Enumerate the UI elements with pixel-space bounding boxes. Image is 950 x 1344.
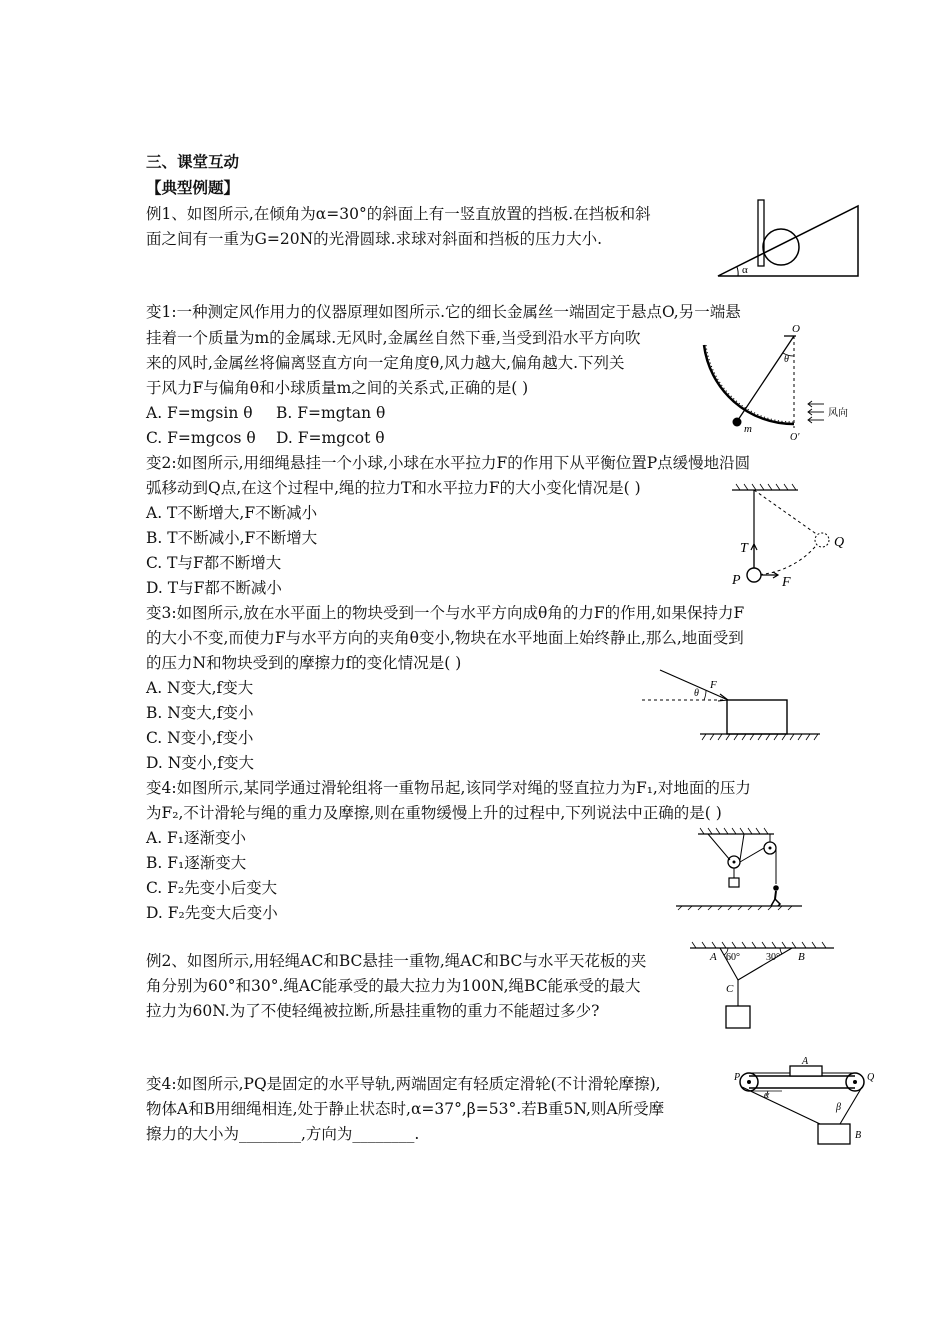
var3-option-b: B. N变大,f变小 <box>146 704 254 722</box>
var4b-q-label: Q <box>867 1072 875 1083</box>
var4a-line-2: 为F₂,不计滑轮与绳的重力及摩擦,则在重物缓慢上升的过程中,下列说法中正确的是( ) <box>146 804 722 822</box>
var2-pendulum-figure <box>728 482 858 590</box>
ex2-b-label: B <box>798 951 805 963</box>
var1-line-3: 来的风时,金属丝将偏离竖直方向一定角度θ,风力越大,偏角越大.下列关 <box>146 354 625 372</box>
ex1-incline-figure <box>712 196 862 280</box>
ex2-line-3: 拉力为60N.为了不使轻绳被拉断,所悬挂重物的重力不能超过多少? <box>146 1002 600 1020</box>
section-title: 三、课堂互动 <box>146 152 240 171</box>
ex2-c-label: C <box>726 983 734 995</box>
var4b-rail-figure <box>728 1052 878 1148</box>
var4a-pulley-figure <box>674 826 804 910</box>
var4b-line-1: 变4:如图所示,PQ是固定的水平导轨,两端固定有轻质定滑轮(不计滑轮摩擦), <box>146 1075 661 1093</box>
var3-theta-label: θ <box>694 688 699 699</box>
ex2-a-label: A <box>710 951 717 963</box>
var1-line-2: 挂着一个质量为m的金属球.无风时,金属丝自然下垂,当受到沿水平方向吹 <box>146 329 641 347</box>
var2-q-label: Q <box>834 535 845 550</box>
var3-f-label: F <box>710 679 717 691</box>
var4a-option-b: B. F₁逐渐变大 <box>146 854 247 872</box>
var3-option-c: C. N变小,f变小 <box>146 729 254 747</box>
ex1-line-2: 面之间有一重为G=20N的光滑圆球.求球对斜面和挡板的压力大小. <box>146 230 603 248</box>
var1-o-prime-label: O' <box>790 432 800 443</box>
ex2-line-1: 例2、如图所示,用轻绳AC和BC悬挂一重物,绳AC和BC与水平天花板的夹 <box>146 952 647 970</box>
var2-line-1: 变2:如图所示,用细绳悬挂一个小球,小球在水平拉力F的作用下从平衡位置P点缓慢地沿圆 <box>146 454 751 472</box>
ex1-line-1: 例1、如图所示,在倾角为α=30°的斜面上有一竖直放置的挡板.在挡板和斜 <box>146 205 651 223</box>
var3-option-a: A. N变大,f变大 <box>146 679 254 697</box>
var1-o-label: O <box>792 323 800 335</box>
var1-option-a: A. F=mgsin θ <box>146 404 253 422</box>
var2-option-b: B. T不断减小,F不断增大 <box>146 529 318 547</box>
var2-p-label: P <box>732 573 741 588</box>
var4b-b-label: B <box>855 1130 862 1141</box>
var4b-beta-label: β <box>836 1102 841 1113</box>
var3-block-figure <box>640 664 822 744</box>
var2-option-d: D. T与F都不断减小 <box>146 579 282 597</box>
var2-option-c: C. T与F都不断增大 <box>146 554 282 572</box>
var1-theta-label: θ <box>784 354 789 365</box>
var1-m-label: m <box>744 423 752 435</box>
var3-line-3: 的压力N和物块受到的摩擦力f的变化情况是( ) <box>146 654 462 672</box>
var4b-alpha-label: α <box>764 1090 770 1101</box>
var4a-option-d: D. F₂先变大后变小 <box>146 904 278 922</box>
ex1-alpha-label: α <box>742 264 748 276</box>
var4a-option-a: A. F₁逐渐变小 <box>146 829 247 847</box>
var4a-option-c: C. F₂先变小后变大 <box>146 879 278 897</box>
var1-line-4: 于风力F与偏角θ和小球质量m之间的关系式,正确的是( ) <box>146 379 529 397</box>
var1-option-b: B. F=mgtan θ <box>276 404 386 422</box>
var4b-a-label: A <box>802 1056 809 1067</box>
var3-option-d: D. N变小,f变大 <box>146 754 254 772</box>
var4b-line-3: 擦力的大小为________,方向为________. <box>146 1125 420 1143</box>
var1-wind-gauge-figure <box>696 320 866 446</box>
var1-option-c: C. F=mgcos θ <box>146 429 256 447</box>
var2-line-2: 弧移动到Q点,在这个过程中,绳的拉力T和水平拉力F的大小变化情况是( ) <box>146 479 641 497</box>
var4b-p-label: P <box>734 1072 741 1083</box>
var1-line-1: 变1:一种测定风作用力的仪器原理如图所示.它的细长金属丝一端固定于悬点O,另一端悬 <box>146 303 741 321</box>
var3-line-1: 变3:如图所示,放在水平面上的物块受到一个与水平方向成θ角的力F的作用,如果保持力F <box>146 604 745 622</box>
var2-f-label: F <box>782 575 791 590</box>
var4b-line-2: 物体A和B用细绳相连,处于静止状态时,α=37°,β=53°.若B重5N,则A所受摩 <box>146 1100 665 1118</box>
var2-option-a: A. T不断增大,F不断减小 <box>146 504 318 522</box>
ex2-hanging-weight-figure <box>688 940 838 1034</box>
ex2-line-2: 角分别为60°和30°.绳AC能承受的最大拉力为100N,绳BC能承受的最大 <box>146 977 641 995</box>
var2-t-label: T <box>740 541 748 556</box>
var4a-line-1: 变4:如图所示,某同学通过滑轮组将一重物吊起,该同学对绳的竖直拉力为F₁,对地面的压力 <box>146 779 751 797</box>
ex2-angle-b-label: 30° <box>766 952 780 963</box>
var3-line-2: 的大小不变,而使力F与水平方向的夹角θ变小,物块在水平地面上始终静止,那么,地面受到 <box>146 629 744 647</box>
subsection-title: 【典型例题】 <box>146 178 240 197</box>
var1-option-d: D. F=mgcot θ <box>276 429 385 447</box>
var1-wind-label: 风向 <box>828 408 848 419</box>
ex2-angle-a-label: 60° <box>726 952 740 963</box>
